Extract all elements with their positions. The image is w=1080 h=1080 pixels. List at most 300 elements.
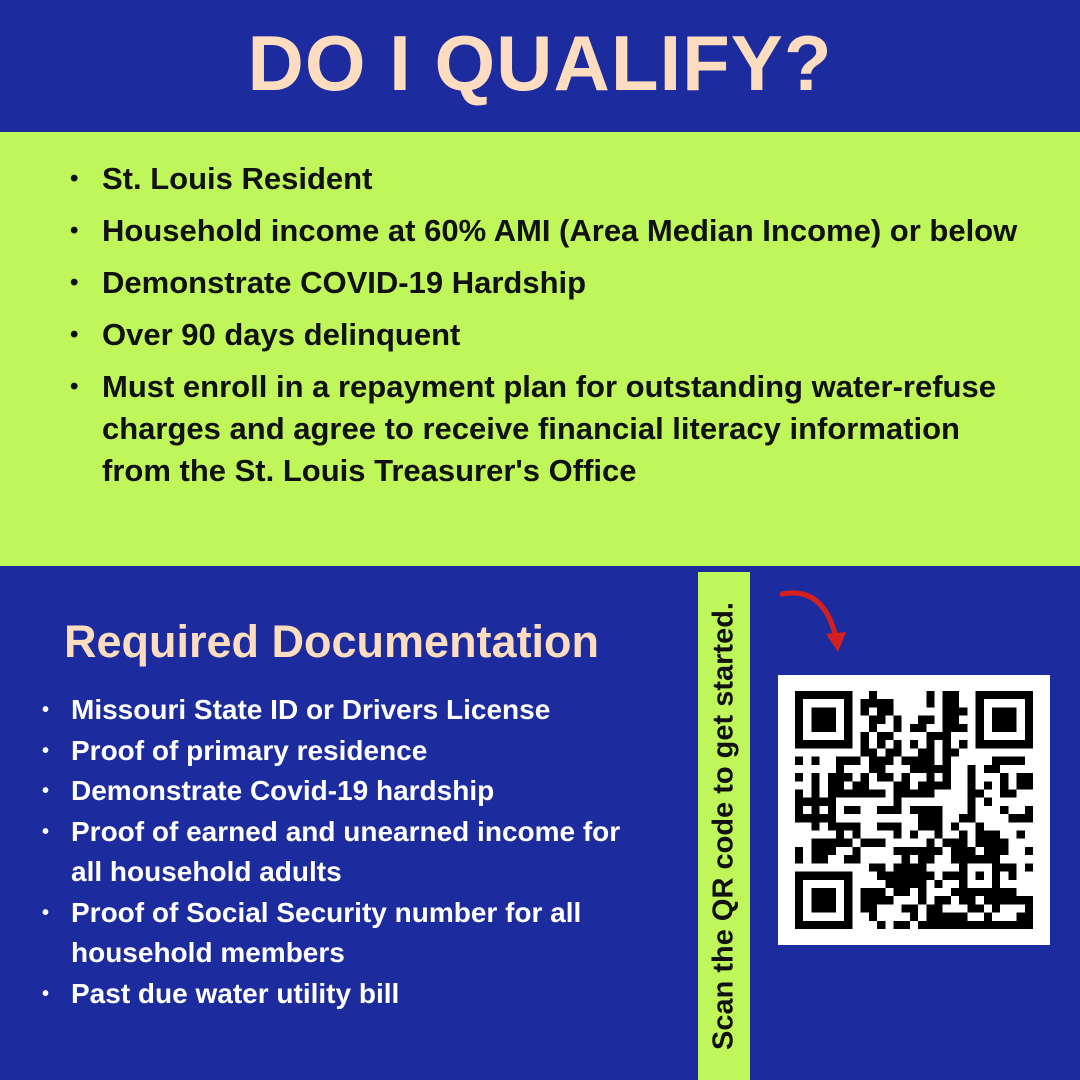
qr-module — [795, 872, 803, 880]
page-title: DO I QUALIFY? — [247, 18, 833, 107]
qr-module — [976, 724, 984, 732]
qr-module — [861, 773, 869, 781]
qr-module — [976, 822, 984, 830]
qr-module — [943, 691, 951, 699]
qr-module — [828, 724, 836, 732]
qr-module — [918, 896, 926, 904]
qr-module — [935, 904, 943, 912]
qr-module — [1000, 896, 1008, 904]
qr-module — [976, 921, 984, 929]
qr-module — [869, 789, 877, 797]
qr-module — [902, 904, 910, 912]
qr-module — [943, 913, 951, 921]
qr-module — [844, 872, 852, 880]
qr-module — [984, 831, 992, 839]
qr-module — [869, 748, 877, 756]
qr-module — [844, 896, 852, 904]
qr-module — [935, 880, 943, 888]
qr-module — [992, 921, 1000, 929]
qr-module — [795, 699, 803, 707]
qr-module — [1017, 831, 1025, 839]
qr-module — [926, 921, 934, 929]
qr-module — [926, 716, 934, 724]
qr-module — [959, 724, 967, 732]
qr-module — [885, 872, 893, 880]
qr-module — [811, 789, 819, 797]
qr-module — [910, 765, 918, 773]
qr-module — [910, 740, 918, 748]
qr-module — [811, 814, 819, 822]
qr-module — [795, 773, 803, 781]
qr-module — [820, 847, 828, 855]
qr-module — [984, 855, 992, 863]
qr-module — [976, 831, 984, 839]
qr-module — [967, 855, 975, 863]
qr-module — [877, 707, 885, 715]
qr-module — [1008, 814, 1016, 822]
scan-instruction-bar — [698, 572, 750, 1080]
qr-code-icon — [794, 691, 1034, 929]
qr-module — [926, 765, 934, 773]
qr-module — [959, 847, 967, 855]
qr-module — [943, 765, 951, 773]
qr-module — [795, 904, 803, 912]
qr-module — [885, 699, 893, 707]
qualification-panel — [0, 132, 1080, 566]
qr-module — [1008, 872, 1016, 880]
qr-module — [795, 789, 803, 797]
qr-module — [992, 839, 1000, 847]
qr-module — [844, 740, 852, 748]
qr-module — [959, 896, 967, 904]
qr-module — [820, 707, 828, 715]
qr-module — [910, 872, 918, 880]
qr-module — [992, 765, 1000, 773]
qr-module — [992, 896, 1000, 904]
qr-module — [976, 904, 984, 912]
qr-module — [795, 847, 803, 855]
qr-module — [1008, 740, 1016, 748]
qr-module — [861, 748, 869, 756]
qr-module — [926, 732, 934, 740]
qr-module — [861, 888, 869, 896]
qr-module — [910, 831, 918, 839]
qr-module — [844, 773, 852, 781]
qr-module — [877, 716, 885, 724]
qr-module — [811, 691, 819, 699]
qr-module — [926, 740, 934, 748]
qr-module — [869, 896, 877, 904]
qr-module — [811, 773, 819, 781]
qr-module — [893, 888, 901, 896]
qr-module — [1025, 691, 1033, 699]
qr-module — [861, 740, 869, 748]
qr-module — [967, 888, 975, 896]
qr-module — [951, 822, 959, 830]
qr-module — [828, 781, 836, 789]
qr-module — [828, 814, 836, 822]
qr-module — [1000, 806, 1008, 814]
qr-module — [902, 888, 910, 896]
qr-module — [828, 847, 836, 855]
qr-module — [935, 806, 943, 814]
qr-module — [943, 757, 951, 765]
qr-module — [844, 880, 852, 888]
qr-module — [967, 798, 975, 806]
qr-module — [795, 855, 803, 863]
qr-module — [877, 773, 885, 781]
qr-module — [1017, 773, 1025, 781]
qr-module — [976, 872, 984, 880]
qr-module — [820, 740, 828, 748]
qr-module — [877, 921, 885, 929]
qr-module — [910, 880, 918, 888]
qr-module — [811, 716, 819, 724]
qr-module — [992, 740, 1000, 748]
qr-module — [877, 757, 885, 765]
qualification-item: • St. Louis Resident — [68, 158, 1028, 200]
qr-module — [967, 814, 975, 822]
qr-module — [1025, 814, 1033, 822]
qr-module — [795, 896, 803, 904]
qr-module — [820, 691, 828, 699]
qr-module — [1025, 716, 1033, 724]
qr-module — [1025, 806, 1033, 814]
qr-module — [976, 740, 984, 748]
qr-module — [836, 822, 844, 830]
qr-module — [976, 691, 984, 699]
qr-module — [828, 707, 836, 715]
qr-module — [918, 863, 926, 871]
qr-module — [828, 822, 836, 830]
qr-module — [836, 773, 844, 781]
qr-module — [869, 765, 877, 773]
qr-module — [844, 806, 852, 814]
qr-module — [852, 789, 860, 797]
qr-module — [803, 740, 811, 748]
qr-module — [926, 773, 934, 781]
qr-module — [984, 847, 992, 855]
qr-module — [844, 913, 852, 921]
qr-module — [1000, 789, 1008, 797]
qr-module — [926, 699, 934, 707]
qr-module — [877, 740, 885, 748]
qr-module — [820, 716, 828, 724]
qr-module — [951, 699, 959, 707]
qr-module — [820, 896, 828, 904]
qr-module — [861, 904, 869, 912]
qr-module — [893, 740, 901, 748]
qr-module — [992, 904, 1000, 912]
qr-module — [1017, 757, 1025, 765]
qr-module — [820, 798, 828, 806]
qr-module — [943, 740, 951, 748]
qr-module — [869, 888, 877, 896]
qr-module — [951, 691, 959, 699]
qr-module — [902, 872, 910, 880]
qr-module — [811, 707, 819, 715]
qr-module — [959, 921, 967, 929]
qr-module — [943, 699, 951, 707]
qr-module — [1000, 716, 1008, 724]
qr-module — [967, 789, 975, 797]
qr-module — [935, 847, 943, 855]
qr-module — [1000, 863, 1008, 871]
qr-module — [926, 757, 934, 765]
qr-module — [984, 781, 992, 789]
qr-module — [1000, 773, 1008, 781]
qr-module — [1025, 781, 1033, 789]
qr-module — [861, 707, 869, 715]
qr-module — [869, 839, 877, 847]
qr-module — [935, 921, 943, 929]
qr-module — [844, 732, 852, 740]
qr-module — [976, 839, 984, 847]
qr-module — [992, 757, 1000, 765]
qr-module — [1025, 699, 1033, 707]
qr-code[interactable] — [778, 675, 1050, 945]
qr-module — [893, 789, 901, 797]
curved-arrow-icon — [772, 580, 862, 660]
qr-module — [836, 789, 844, 797]
qr-module — [943, 724, 951, 732]
qr-module — [844, 921, 852, 929]
qr-module — [984, 740, 992, 748]
qr-module — [1000, 888, 1008, 896]
qr-module — [844, 707, 852, 715]
qr-module — [976, 789, 984, 797]
qr-module — [811, 757, 819, 765]
documentation-item: • Past due water utility bill — [42, 974, 642, 1015]
qr-module — [820, 839, 828, 847]
qr-module — [811, 904, 819, 912]
qr-module — [844, 822, 852, 830]
qr-module — [795, 757, 803, 765]
qr-module — [820, 921, 828, 929]
qr-module — [1025, 740, 1033, 748]
qr-module — [926, 806, 934, 814]
qr-module — [902, 773, 910, 781]
documentation-item: • Proof of earned and unearned income for all household adults — [42, 812, 642, 893]
qr-module — [967, 847, 975, 855]
qr-module — [893, 921, 901, 929]
qr-module — [811, 740, 819, 748]
qr-module — [1017, 896, 1025, 904]
qr-module — [992, 691, 1000, 699]
qr-module — [984, 765, 992, 773]
qr-module — [893, 798, 901, 806]
qr-module — [926, 691, 934, 699]
qr-module — [811, 847, 819, 855]
qr-module — [943, 896, 951, 904]
qr-module — [836, 921, 844, 929]
qr-module — [918, 847, 926, 855]
qr-module — [1025, 904, 1033, 912]
scan-instruction-text: Scan the QR code to get started. — [707, 602, 740, 1050]
qr-module — [1025, 921, 1033, 929]
qr-module — [1008, 691, 1016, 699]
qr-module — [976, 707, 984, 715]
qr-module — [984, 896, 992, 904]
qr-module — [795, 913, 803, 921]
qr-module — [943, 872, 951, 880]
qr-module — [1017, 781, 1025, 789]
qr-module — [869, 691, 877, 699]
qr-module — [828, 740, 836, 748]
qr-module — [992, 707, 1000, 715]
qr-module — [877, 789, 885, 797]
qr-module — [893, 822, 901, 830]
qr-module — [992, 880, 1000, 888]
qr-module — [795, 806, 803, 814]
qr-module — [984, 921, 992, 929]
qr-module — [893, 716, 901, 724]
qr-module — [902, 847, 910, 855]
qr-module — [852, 831, 860, 839]
qr-module — [918, 872, 926, 880]
qr-module — [1008, 863, 1016, 871]
qr-module — [1000, 757, 1008, 765]
qr-module — [836, 781, 844, 789]
qr-module — [820, 904, 828, 912]
qr-module — [926, 855, 934, 863]
qr-module — [984, 798, 992, 806]
qr-module — [828, 888, 836, 896]
qr-module — [918, 724, 926, 732]
qr-module — [926, 904, 934, 912]
qr-module — [992, 716, 1000, 724]
qr-module — [918, 814, 926, 822]
qr-module — [926, 781, 934, 789]
qr-module — [861, 781, 869, 789]
qr-module — [1008, 896, 1016, 904]
qr-module — [795, 888, 803, 896]
qr-module — [803, 691, 811, 699]
qr-module — [877, 872, 885, 880]
qr-module — [828, 839, 836, 847]
qr-module — [951, 855, 959, 863]
qr-module — [795, 716, 803, 724]
qr-module — [852, 855, 860, 863]
qr-module — [1008, 757, 1016, 765]
qr-module — [992, 831, 1000, 839]
qr-module — [861, 789, 869, 797]
qr-module — [795, 724, 803, 732]
qr-module — [803, 814, 811, 822]
qr-module — [893, 806, 901, 814]
qr-module — [1008, 921, 1016, 929]
qr-module — [967, 896, 975, 904]
qr-module — [836, 765, 844, 773]
qr-module — [844, 904, 852, 912]
qr-module — [1000, 921, 1008, 929]
qr-module — [967, 921, 975, 929]
qr-module — [893, 880, 901, 888]
qr-module — [820, 814, 828, 822]
qr-module — [795, 921, 803, 929]
qr-module — [877, 839, 885, 847]
qr-module — [992, 863, 1000, 871]
qr-module — [844, 757, 852, 765]
qr-module — [795, 732, 803, 740]
qr-module — [935, 822, 943, 830]
qr-module — [959, 831, 967, 839]
qr-module — [926, 822, 934, 830]
qr-module — [811, 781, 819, 789]
qr-module — [910, 806, 918, 814]
qr-module — [992, 888, 1000, 896]
qr-module — [918, 806, 926, 814]
qr-module — [836, 831, 844, 839]
qr-module — [877, 888, 885, 896]
qr-module — [959, 863, 967, 871]
qr-module — [967, 765, 975, 773]
qualification-item: • Household income at 60% AMI (Area Median Income) or below — [68, 210, 1028, 252]
qr-module — [828, 904, 836, 912]
qr-module — [918, 855, 926, 863]
qr-module — [943, 707, 951, 715]
qr-module — [943, 773, 951, 781]
qr-module — [976, 855, 984, 863]
qr-module — [852, 757, 860, 765]
qr-module — [918, 921, 926, 929]
qr-module — [951, 707, 959, 715]
qr-module — [918, 888, 926, 896]
qr-module — [959, 740, 967, 748]
header-banner — [0, 0, 1080, 132]
qr-module — [1008, 716, 1016, 724]
qr-module — [943, 732, 951, 740]
documentation-item: • Missouri State ID or Drivers License — [42, 690, 642, 731]
qr-module — [869, 904, 877, 912]
qr-module — [918, 757, 926, 765]
qr-module — [885, 880, 893, 888]
qr-module — [885, 806, 893, 814]
qr-module — [877, 822, 885, 830]
qr-module — [803, 798, 811, 806]
qr-module — [1017, 814, 1025, 822]
qr-module — [984, 913, 992, 921]
qr-module — [836, 757, 844, 765]
qr-module — [984, 691, 992, 699]
qr-module — [893, 863, 901, 871]
qr-module — [935, 831, 943, 839]
qr-module — [828, 921, 836, 929]
qr-module — [869, 863, 877, 871]
qr-module — [828, 691, 836, 699]
qr-module — [869, 724, 877, 732]
qr-module — [844, 888, 852, 896]
qr-module — [951, 847, 959, 855]
qr-module — [902, 781, 910, 789]
qr-module — [902, 921, 910, 929]
qr-module — [992, 724, 1000, 732]
qr-module — [1000, 724, 1008, 732]
qr-module — [877, 765, 885, 773]
qr-module — [803, 921, 811, 929]
qr-module — [1000, 740, 1008, 748]
qr-module — [902, 757, 910, 765]
qr-module — [959, 913, 967, 921]
qr-module — [877, 806, 885, 814]
qr-module — [926, 847, 934, 855]
qr-module — [1008, 724, 1016, 732]
qr-module — [902, 789, 910, 797]
qr-module — [1017, 691, 1025, 699]
qr-module — [1008, 789, 1016, 797]
qr-module — [951, 748, 959, 756]
qr-module — [976, 732, 984, 740]
